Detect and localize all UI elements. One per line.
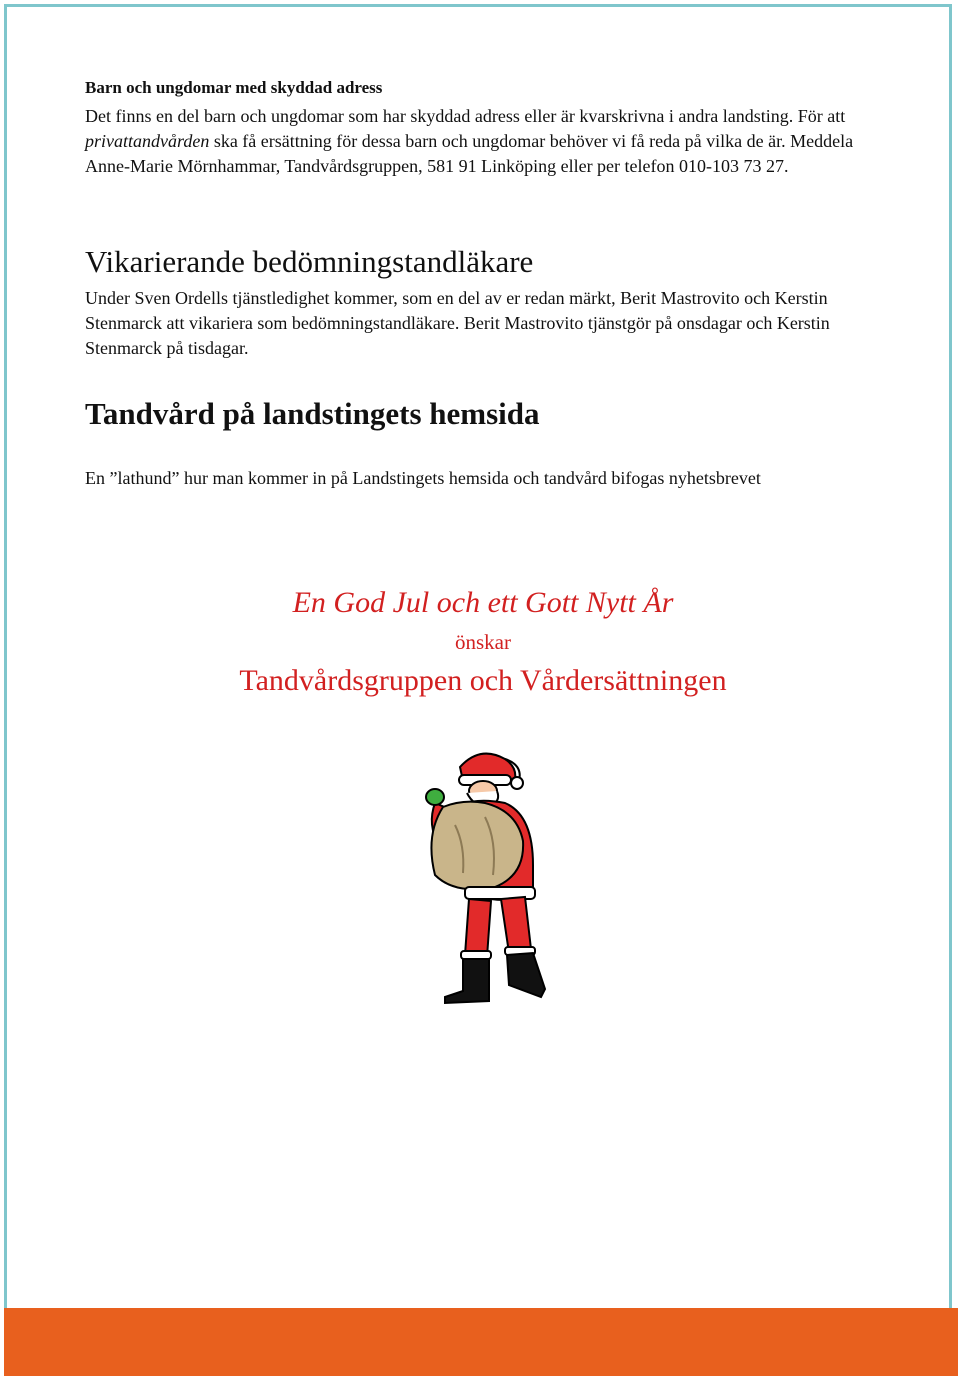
section-skyddad-adress (85, 76, 885, 179)
section-heading: Tandvård på landstingets hemsida (85, 396, 540, 431)
section-hemsida (85, 394, 895, 434)
section-vikarierande (85, 242, 895, 361)
greeting-line-3: Tandvårdsgruppen och Vårdersättningen (239, 664, 727, 697)
section-body (85, 104, 885, 179)
section-heading: Barn och ungdomar med skyddad adress (85, 78, 383, 97)
section-body: Under Sven Ordells tjänstledighet kommer, som en del av er redan märkt, Berit Mastrovito och Kerstin Stenmarck att vikariera som bedömningstandläkare. Berit Mastrovito tjänstgör på onsdagar och Kerstin Stenmarck på tisdagar. (85, 288, 830, 358)
body-text-italic: privattandvården (85, 131, 210, 151)
section-heading: Vikarierande bedömningstandläkare (85, 244, 534, 279)
body-text-start: Det finns en del barn och ungdomar som har skyddad adress eller är kvarskrivna i andra landsting. För att (85, 106, 846, 126)
greeting-line-2: önskar (455, 630, 511, 654)
section-body: En ”lathund” hur man kommer in på Landstingets hemsida och tandvård bifogas nyhetsbrevet (85, 468, 761, 488)
footer-bar (4, 1308, 958, 1376)
body-text-end: ska få ersättning för dessa barn och ungdomar behöver vi få reda på vilka de är. Meddela Anne-Marie Mörnhammar, Tandvårdsgruppen, 581 91 Linköping eller per telefon 010-103 73 27. (85, 131, 854, 176)
greeting-line-1: En God Jul och ett Gott Nytt År (292, 586, 674, 619)
santa-claus-icon (405, 745, 565, 1005)
